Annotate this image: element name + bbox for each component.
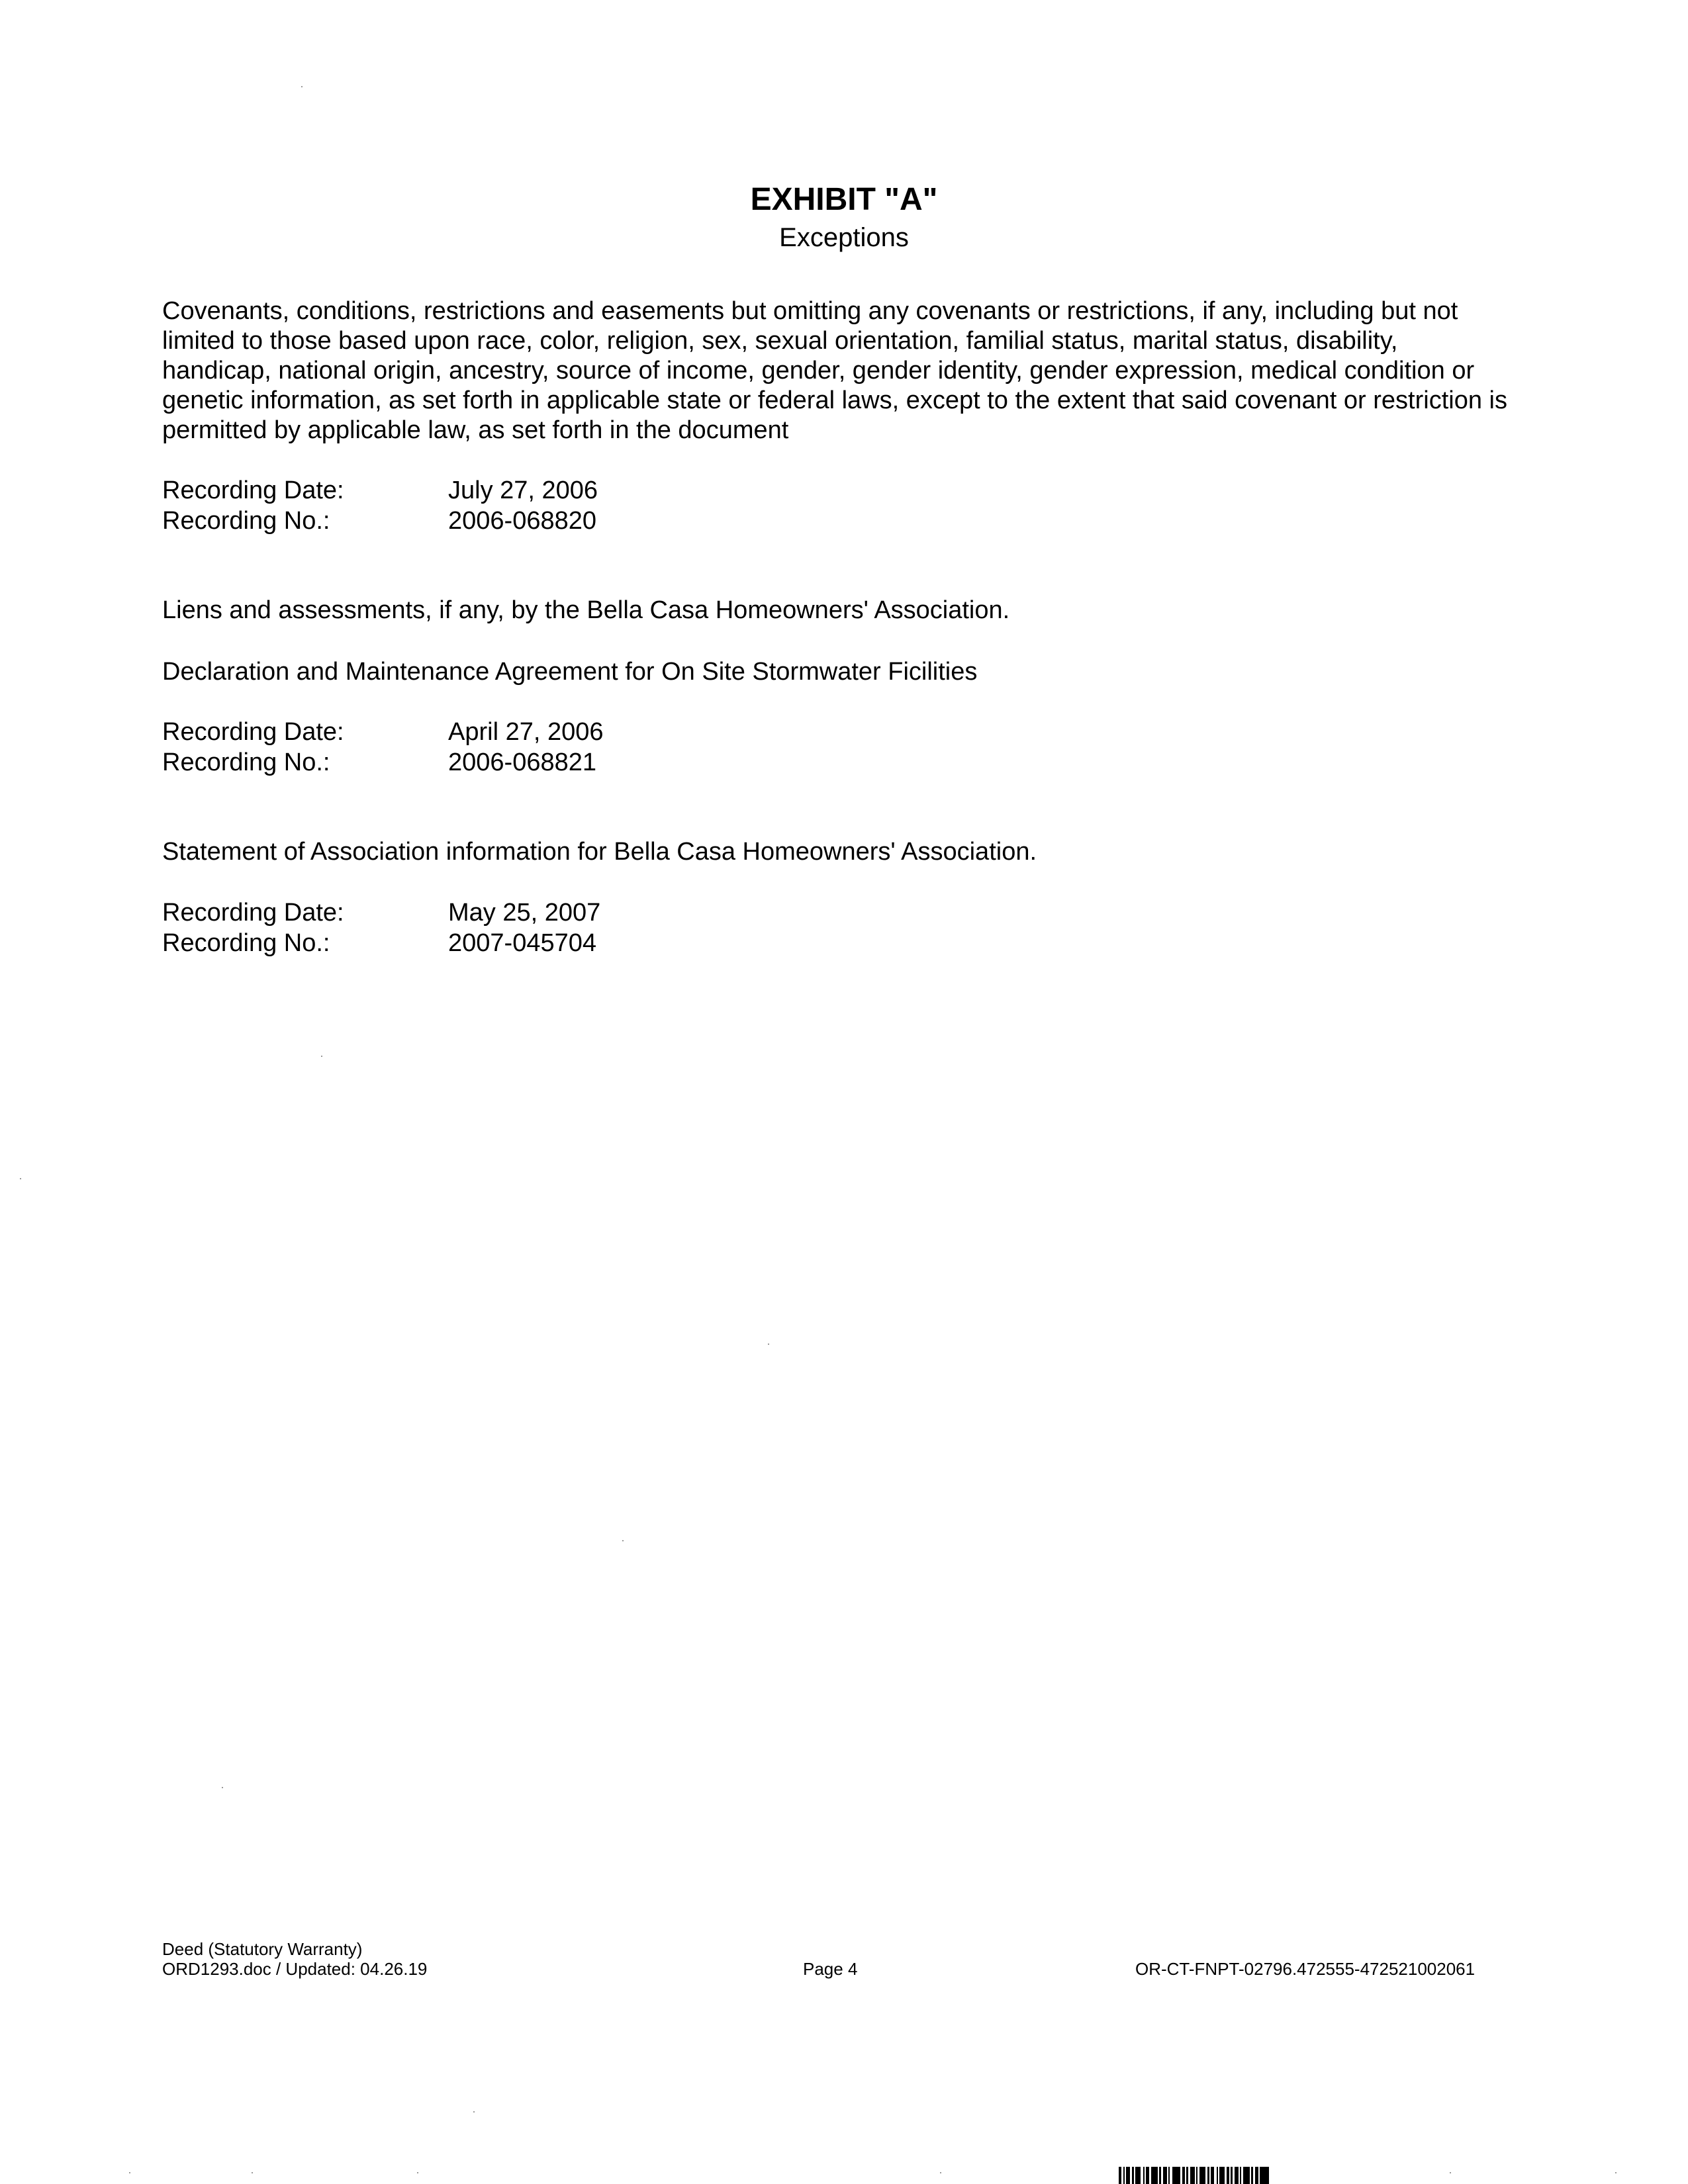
recording-number-label: Recording No.:: [162, 929, 330, 957]
recording-number-row: [162, 506, 779, 536]
recording-number-row: [162, 747, 779, 778]
scan-speck: [222, 1787, 223, 1788]
scan-speck: [417, 2172, 418, 2173]
recording-number-label: Recording No.:: [162, 749, 330, 776]
recording-number-value: 2007-045704: [448, 929, 596, 957]
footer-doc-type: Deed (Statutory Warranty): [162, 1939, 363, 1959]
scan-speck: [129, 2172, 130, 2173]
scan-speck: [768, 1343, 769, 1345]
recording-date-value: April 27, 2006: [448, 718, 604, 746]
footer-left: [162, 1939, 427, 1979]
scan-speck: [940, 2172, 941, 2173]
recording-date-row: [162, 475, 779, 506]
recording-date-value: July 27, 2006: [448, 477, 598, 504]
recording-number-label: Recording No.:: [162, 507, 330, 535]
barcode-icon: [1119, 2165, 1297, 2184]
scan-speck: [321, 1056, 322, 1057]
footer-doc-ref: ORD1293.doc / Updated: 04.26.19: [162, 1959, 428, 1979]
recording-info-1: [162, 475, 779, 536]
recording-date-label: Recording Date:: [162, 718, 344, 746]
recording-date-label: Recording Date:: [162, 477, 344, 504]
scan-speck: [1450, 2172, 1451, 2173]
exhibit-title: EXHIBIT "A": [750, 182, 938, 217]
recording-number-row: [162, 928, 779, 958]
covenants-paragraph: Covenants, conditions, restrictions and easements but omitting any covenants or restrictions, if any, including but not limited to those based upon race, color, religion, sex, sexual orientation, familial status, marital status, disability, handicap, national origin, ancestry, source of income, gender, gender identity, gender expression, medical condition or genetic information, as set forth in applicable state or federal laws, except to the extent that said covenant or restriction is permitted by applicable law, as set forth in the document: [162, 297, 1507, 444]
footer-file-number: OR-CT-FNPT-02796.472555-472521002061: [1135, 1959, 1476, 1979]
scan-speck: [473, 2111, 475, 2113]
recording-date-label: Recording Date:: [162, 899, 344, 927]
association-statement-paragraph: Statement of Association information for Bella Casa Homeowners' Association.: [162, 838, 1037, 866]
stormwater-paragraph: Declaration and Maintenance Agreement for On Site Stormwater Ficilities: [162, 658, 978, 686]
scan-speck: [622, 1540, 624, 1541]
footer-page-number: Page 4: [803, 1959, 858, 1979]
scan-speck: [252, 2172, 253, 2173]
recording-date-row: [162, 717, 779, 747]
scan-speck: [301, 86, 303, 87]
liens-paragraph: Liens and assessments, if any, by the Bella Casa Homeowners' Association.: [162, 596, 1010, 624]
recording-number-value: 2006-068821: [448, 749, 596, 776]
recording-date-row: [162, 897, 779, 928]
scan-speck: [1615, 2172, 1617, 2173]
exhibit-subtitle: Exceptions: [779, 223, 909, 252]
recording-date-value: May 25, 2007: [448, 899, 601, 927]
recording-info-2: [162, 717, 779, 778]
recording-info-3: [162, 897, 779, 958]
recording-number-value: 2006-068820: [448, 507, 596, 535]
scan-speck: [20, 1178, 21, 1179]
